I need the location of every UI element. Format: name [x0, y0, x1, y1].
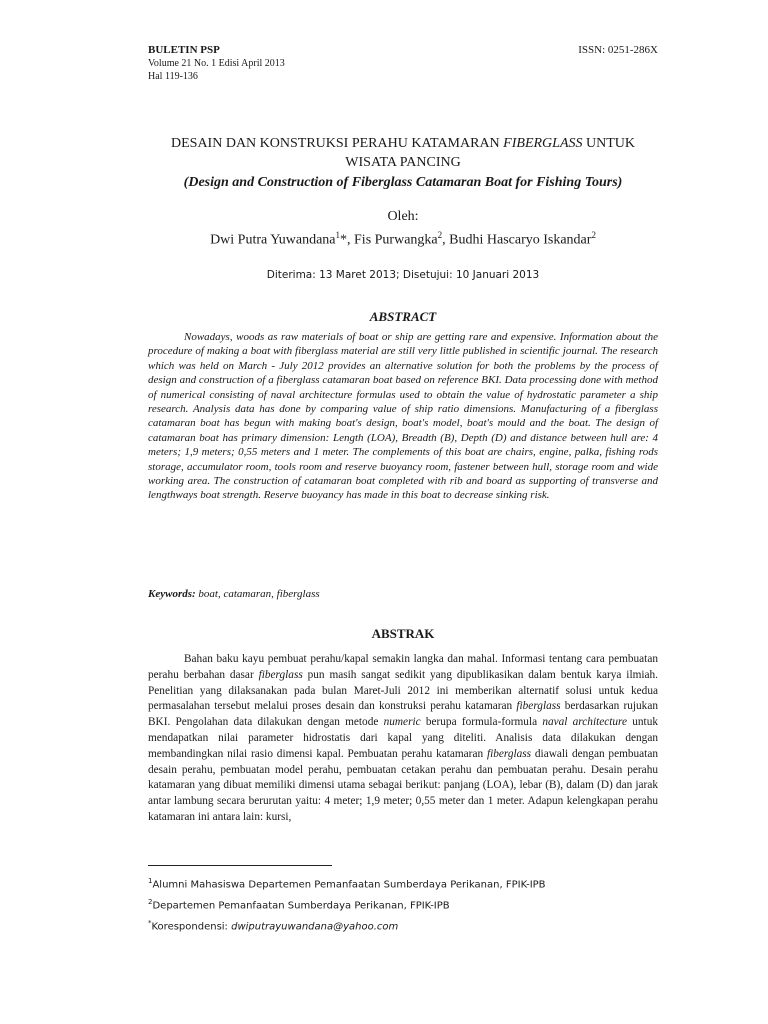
journal-header: [148, 44, 285, 83]
author-affiliation-mark: 2: [591, 230, 596, 240]
abstrak-run-italic: fiberglass: [516, 700, 561, 713]
author-list: [148, 226, 658, 250]
abstrak-run: untuk mendapatkan nilai parameter hidrostatis dari kapal yang diteliti. Analisis data dilakukan dengan membandingkan nilai rasio dimensi kapal. Pembuatan perahu katamaran: [148, 716, 658, 760]
abstract-text: Nowadays, woods as raw materials of boat or ship are getting rare and expensive. Information about the procedure of making a boat with fiberglass material are still very little published in scientific journal. The research which was held on March - July 2012 provides an alternative solution for both the problems by the process of design and construction of a fiberglass catamaran boat based on reference BKI. Data processing done with method of numerical consisting of naval architecture formulas used to obtain the value of hydrostatic parameter a ship research. Analysis data has done by comparing value of ship ratio dimensions. Manufacturing of a fiberglass catamaran boat has begun with making boat's design, boat's model, boat's mould and the boat. The design of catamaran boat has primary dimension: Length (LOA), Breadth (B), Depth (D) and distance between hull are: 4 meters; 1,9 meters; 0,55 meters and 1 meter. The complements of this boat are chairs, engine, palka, fishing rods storage, accumulator room, tools room and reserve buoyancy room, fastener between hull, storage room and wide working area. The construction of catamaran boat completed with rib and board as supporting of transverse and lengthways boat strength. Reserve buoyancy has made in this boat to decrease sinking risk.: [148, 331, 658, 502]
keywords-label: Keywords:: [148, 588, 196, 600]
journal-volume: Volume 21 No. 1 Edisi April 2013: [148, 58, 285, 69]
abstrak-run-italic: fiberglass: [258, 668, 303, 681]
abstrak-run: berdasarkan rujukan BKI. Pengolahan data dilakukan dengan metode: [148, 700, 658, 729]
issn: ISSN: 0251-286X: [578, 44, 658, 56]
footnote-divider: [148, 865, 332, 866]
footnote-text: Korespondensi:: [151, 920, 232, 932]
abstrak-run: Bahan baku kayu pembuat perahu/kapal semakin langka dan mahal. Informasi tentang cara pembuatan perahu berbahan dasar: [148, 653, 658, 681]
author-name: Fis Purwangka: [354, 232, 438, 248]
paper-title: [148, 134, 658, 172]
abstrak-heading: ABSTRAK: [371, 626, 435, 641]
correspondence-email: dwiputrayuwandana@yahoo.com: [231, 920, 399, 932]
footnote-mark: *: [148, 918, 152, 927]
title-part: DESAIN DAN KONSTRUKSI PERAHU KATAMARAN: [171, 136, 504, 151]
abstrak-run: diawali dengan pembuatan desain perahu, pembuatan model perahu, pembuatan cetakan perahu dan pembuatan perahu. Desain perahu katamaran yang dibuat memiliki dimensi utama sebagai berikut: panjang (LOA), lebar (B), dalam (D) dan jarak antar lambung secara berurutan yaitu: 4 meter; 1,9 meter; 0,55 meter dan 1 meter. Adapun kelengkapan perahu katamaran ini antara lain: kursi,: [148, 747, 658, 823]
author-name: Dwi Putra Yuwandana: [210, 232, 336, 248]
title-part-italic: FIBERGLASS: [503, 136, 583, 151]
footnote-mark: 1: [148, 877, 153, 885]
oleh-label: Oleh:: [387, 209, 419, 224]
abstrak-text: [148, 652, 658, 826]
author-separator: *,: [340, 232, 355, 248]
footnote-mark: 2: [148, 897, 153, 906]
subtitle-paren: (: [183, 175, 189, 190]
keywords: [148, 587, 658, 601]
footnote-1: [148, 873, 658, 894]
received-accepted-dates: Diterima: 13 Maret 2013; Disetujui: 10 Januari 2013: [266, 268, 540, 281]
abstract-heading: ABSTRACT: [369, 309, 437, 324]
footnote-text: Alumni Mahasiswa Departemen Pemanfaatan Sumberdaya Perikanan, FPIK-IPB: [152, 879, 546, 891]
abstrak-run-italic: naval architecture: [542, 716, 628, 729]
abstrak-run-italic: fiberglass: [486, 747, 532, 760]
keywords-list: boat, catamaran, fiberglass: [195, 588, 320, 600]
author-name: Budhi Hascaryo Iskandar: [449, 232, 592, 248]
footnote-text: Departemen Pemanfaatan Sumberdaya Perikanan, FPIK-IPB: [152, 900, 450, 912]
journal-name: BULETIN PSP: [148, 44, 220, 56]
footnote-2: [148, 894, 658, 915]
abstrak-run: berupa formula-formula: [420, 716, 543, 729]
abstrak-run: pun masih sangat sedikit yang dipublikasikan dalam bentuk karya ilmiah. Penelitian yang dilaksanakan pada bulan Maret-Juli 2012 ini memberikan alternatif solusi untuk kedua permasalahan tersebut melalui proses desain dan konstruksi perahu katamaran: [148, 668, 658, 713]
abstrak-run-italic: numeric: [383, 716, 421, 729]
author-affiliation-mark: 1: [335, 230, 341, 240]
journal-pages: Hal 119-136: [148, 71, 198, 82]
footnotes: [148, 873, 658, 935]
title-block: [148, 134, 658, 282]
author-separator: ,: [442, 232, 450, 248]
subtitle-text: Design and Construction of Fiberglass Catamaran Boat for Fishing Tours: [188, 175, 618, 190]
title-line2: WISATA PANCING: [345, 155, 461, 170]
title-part: UNTUK: [582, 136, 635, 151]
author-affiliation-mark: 2: [437, 230, 443, 240]
footnote-correspondence: [148, 915, 658, 936]
paper-subtitle: [148, 173, 658, 192]
subtitle-paren: ): [617, 175, 623, 190]
